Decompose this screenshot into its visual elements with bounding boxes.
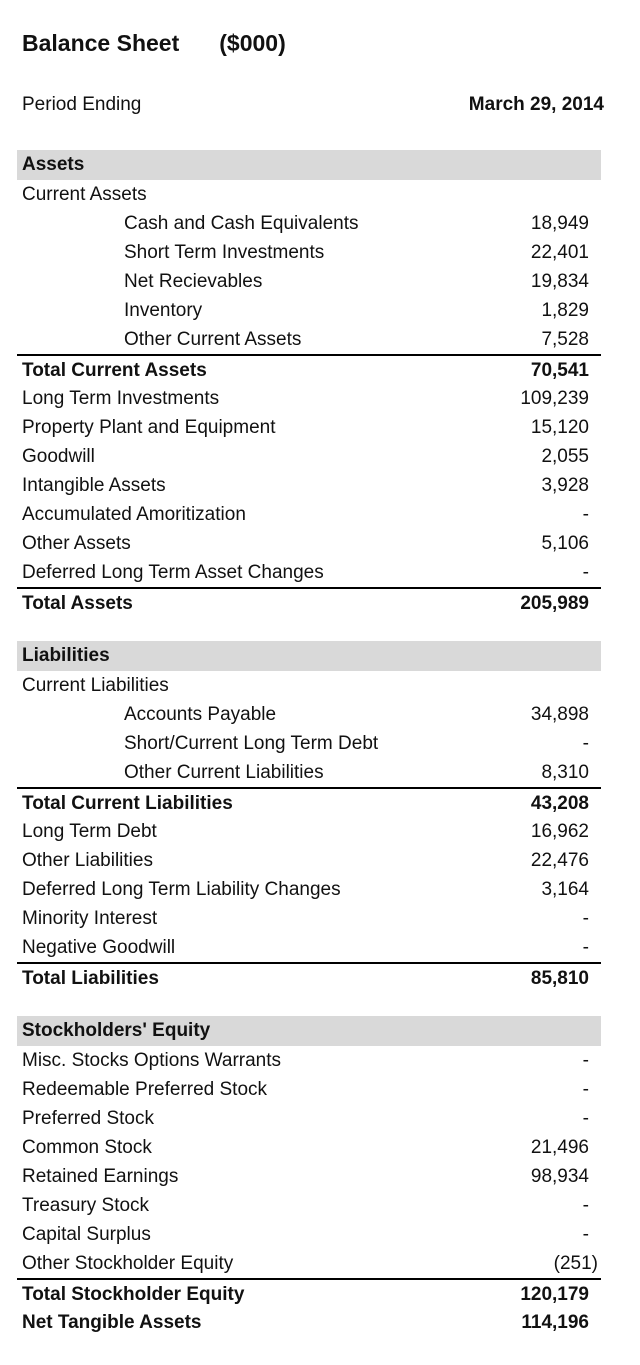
row-label: Inventory xyxy=(124,300,203,321)
row-label: Property Plant and Equipment xyxy=(22,417,276,438)
row-value: 3,164 xyxy=(541,879,589,900)
table-row xyxy=(17,1220,601,1249)
row-value: - xyxy=(582,562,589,583)
table-row xyxy=(17,817,601,846)
table-row xyxy=(17,875,601,904)
row-label: Minority Interest xyxy=(22,908,158,929)
row-label: Other Assets xyxy=(22,533,131,554)
equity-rows xyxy=(17,1046,601,1337)
row-value: 114,196 xyxy=(521,1312,589,1333)
row-value: 120,179 xyxy=(520,1284,589,1305)
total-row xyxy=(17,787,601,817)
assets-rows xyxy=(17,180,601,617)
row-value: 19,834 xyxy=(530,271,589,292)
row-label: Total Current Liabilities xyxy=(22,793,233,814)
table-row xyxy=(17,529,601,558)
row-label: Net Tangible Assets xyxy=(22,1312,202,1333)
row-label: Other Current Liabilities xyxy=(124,762,324,783)
table-row xyxy=(17,1249,601,1278)
table-row xyxy=(17,729,601,758)
row-label: Other Current Assets xyxy=(124,329,302,350)
assets-heading: Assets xyxy=(17,150,601,180)
unit-label: ($000) xyxy=(219,30,286,56)
assets-section xyxy=(17,150,601,617)
row-label: Negative Goodwill xyxy=(22,937,176,958)
table-row xyxy=(17,1104,601,1133)
row-label: Accounts Payable xyxy=(124,704,277,725)
row-label: Goodwill xyxy=(22,446,95,467)
table-row xyxy=(17,471,601,500)
row-value: 205,989 xyxy=(520,593,589,614)
table-row xyxy=(17,846,601,875)
row-label: Intangible Assets xyxy=(22,475,166,496)
row-label: Long Term Debt xyxy=(22,821,157,842)
equity-heading: Stockholders' Equity xyxy=(17,1016,601,1046)
period-row xyxy=(22,94,604,120)
row-value: - xyxy=(582,504,589,525)
table-row xyxy=(17,442,601,471)
row-value: - xyxy=(582,1050,589,1071)
table-row xyxy=(17,238,601,267)
row-value: 34,898 xyxy=(530,704,589,725)
row-value: - xyxy=(582,733,589,754)
row-label: Total Assets xyxy=(22,593,133,614)
row-label: Redeemable Preferred Stock xyxy=(22,1079,268,1100)
row-value: 7,528 xyxy=(541,329,589,350)
row-value: - xyxy=(582,1108,589,1129)
table-row xyxy=(17,413,601,442)
liabilities-section xyxy=(17,641,601,992)
row-value: - xyxy=(582,937,589,958)
row-label: Cash and Cash Equivalents xyxy=(124,213,359,234)
row-value: 43,208 xyxy=(530,793,589,814)
table-row xyxy=(17,671,601,700)
equity-section xyxy=(17,1016,601,1337)
table-row xyxy=(17,209,601,238)
total-row xyxy=(17,587,601,617)
table-row xyxy=(17,1046,601,1075)
row-label: Misc. Stocks Options Warrants xyxy=(22,1050,282,1071)
total-row xyxy=(17,354,601,384)
table-row xyxy=(17,1191,601,1220)
row-value: 70,541 xyxy=(530,360,589,381)
table-row xyxy=(17,558,601,587)
total-row xyxy=(17,962,601,992)
table-row xyxy=(17,384,601,413)
row-label: Preferred Stock xyxy=(22,1108,154,1129)
page-title: Balance Sheet xyxy=(22,30,180,56)
row-value: 16,962 xyxy=(530,821,589,842)
period-label: Period Ending xyxy=(22,94,142,115)
row-value: 18,949 xyxy=(530,213,589,234)
row-label: Deferred Long Term Asset Changes xyxy=(22,562,324,583)
table-row xyxy=(17,325,601,354)
row-label: Other Stockholder Equity xyxy=(22,1253,234,1274)
liabilities-rows xyxy=(17,671,601,992)
row-value: (251) xyxy=(553,1253,598,1274)
table-row xyxy=(17,700,601,729)
title-row xyxy=(22,30,286,57)
row-value: 8,310 xyxy=(541,762,589,783)
liabilities-heading: Liabilities xyxy=(17,641,601,671)
row-label: Treasury Stock xyxy=(22,1195,150,1216)
row-label: Deferred Long Term Liability Changes xyxy=(22,879,341,900)
row-value: 1,829 xyxy=(541,300,589,321)
row-value: - xyxy=(582,1079,589,1100)
row-label: Capital Surplus xyxy=(22,1224,151,1245)
row-label: Short Term Investments xyxy=(124,242,325,263)
row-value: 15,120 xyxy=(530,417,589,438)
row-value: 22,476 xyxy=(530,850,589,871)
row-value: 98,934 xyxy=(530,1166,589,1187)
row-value: 22,401 xyxy=(530,242,589,263)
table-row xyxy=(17,758,601,787)
total-row xyxy=(17,1278,601,1308)
table-row xyxy=(17,933,601,962)
table-row xyxy=(17,904,601,933)
period-value: March 29, 2014 xyxy=(468,94,604,115)
row-label: Retained Earnings xyxy=(22,1166,179,1187)
row-value: 3,928 xyxy=(541,475,589,496)
table-row xyxy=(17,267,601,296)
row-label: Short/Current Long Term Debt xyxy=(124,733,379,754)
table-row xyxy=(17,500,601,529)
row-label: Other Liabilities xyxy=(22,850,153,871)
row-label: Total Current Assets xyxy=(22,360,207,381)
row-label: Current Liabilities xyxy=(22,675,169,696)
table-row xyxy=(17,1075,601,1104)
table-row xyxy=(17,180,601,209)
table-row xyxy=(17,1133,601,1162)
total-row xyxy=(17,1308,601,1337)
row-label: Common Stock xyxy=(22,1137,152,1158)
row-value: 21,496 xyxy=(530,1137,589,1158)
row-value: 85,810 xyxy=(530,968,589,989)
row-label: Current Assets xyxy=(22,184,147,205)
row-label: Net Recievables xyxy=(124,271,263,292)
row-label: Total Liabilities xyxy=(22,968,159,989)
row-value: - xyxy=(582,908,589,929)
row-label: Total Stockholder Equity xyxy=(22,1284,245,1305)
row-value: 5,106 xyxy=(541,533,589,554)
row-value: - xyxy=(582,1224,589,1245)
row-value: 109,239 xyxy=(520,388,589,409)
row-label: Long Term Investments xyxy=(22,388,220,409)
table-row xyxy=(17,296,601,325)
row-value: - xyxy=(582,1195,589,1216)
table-row xyxy=(17,1162,601,1191)
row-label: Accumulated Amoritization xyxy=(22,504,246,525)
row-value: 2,055 xyxy=(541,446,589,467)
